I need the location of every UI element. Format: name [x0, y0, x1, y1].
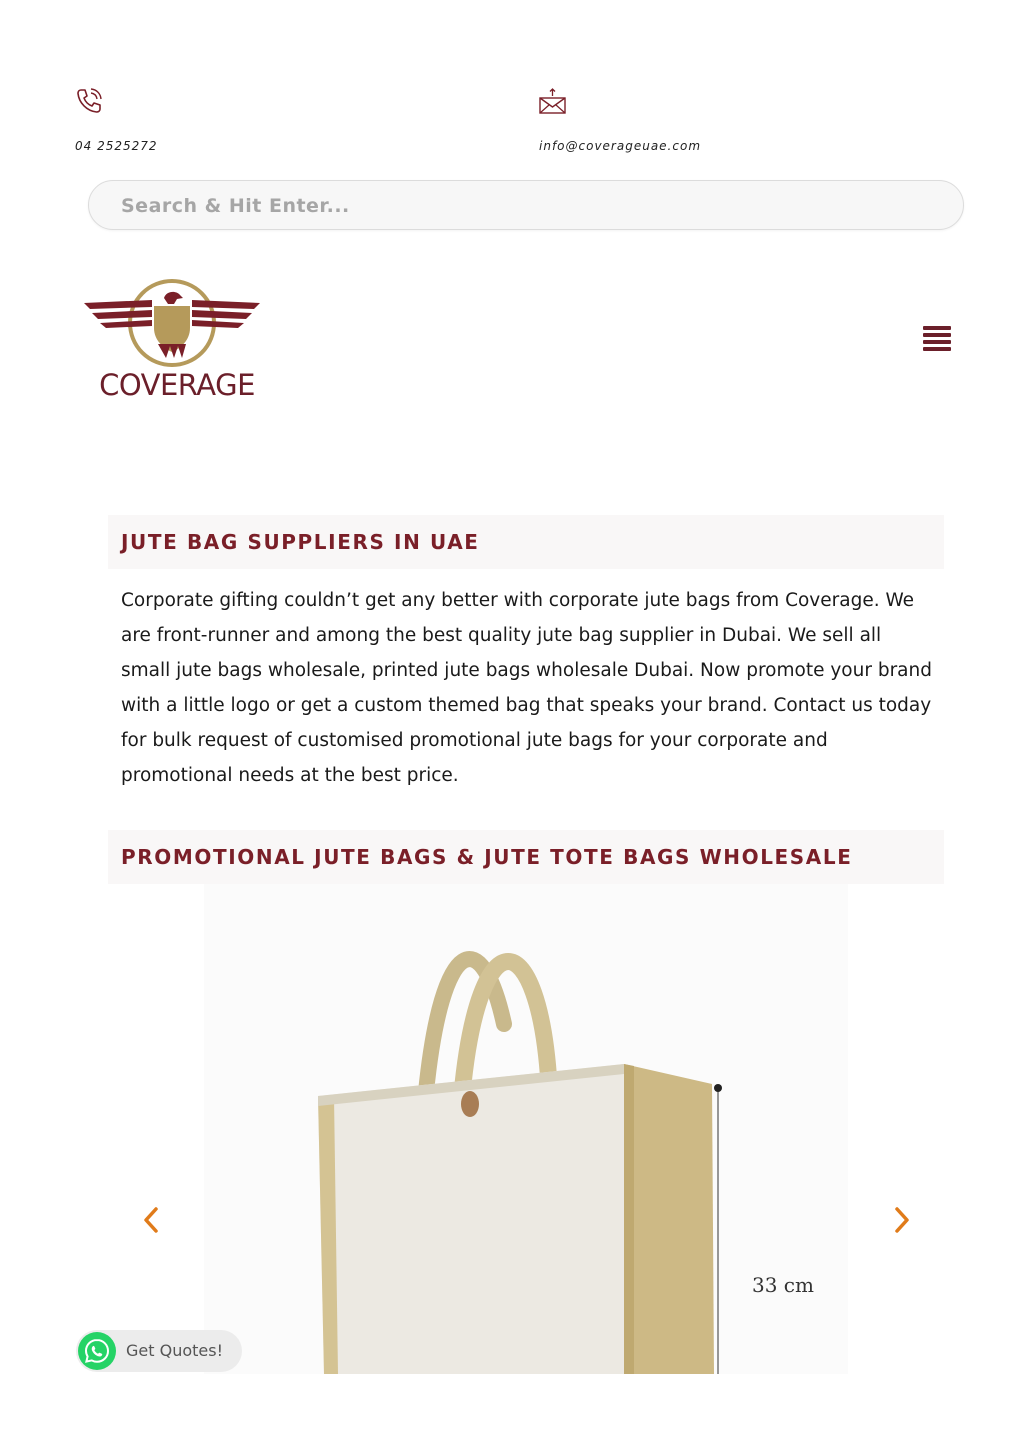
carousel-next-arrow-icon[interactable] — [890, 1205, 914, 1235]
email-address[interactable]: info@coverageuae.com — [539, 139, 702, 153]
whatsapp-quote-button[interactable] — [76, 1330, 242, 1372]
brand-name: COVERAGE — [99, 368, 255, 402]
section-heading-box — [108, 830, 944, 884]
section-heading-box — [108, 515, 944, 569]
menu-line — [923, 347, 951, 351]
contact-email[interactable] — [539, 87, 839, 157]
brand-logo[interactable] — [82, 276, 262, 406]
product-carousel[interactable] — [204, 884, 848, 1374]
search-bar[interactable] — [88, 180, 964, 230]
section-heading: JUTE BAG SUPPLIERS IN UAE — [121, 530, 480, 554]
menu-line — [923, 340, 951, 344]
dimension-label: 33 cm — [752, 1273, 814, 1297]
whatsapp-icon — [78, 1332, 116, 1370]
menu-line — [923, 326, 951, 330]
search-input[interactable] — [119, 181, 923, 231]
phone-icon — [75, 87, 103, 115]
whatsapp-label: Get Quotes! — [126, 1341, 223, 1360]
hamburger-menu-icon[interactable] — [923, 326, 951, 354]
phone-number[interactable]: 04 2525272 — [75, 139, 158, 153]
envelope-icon — [539, 87, 567, 115]
menu-line — [923, 333, 951, 337]
contact-phone[interactable] — [75, 87, 375, 157]
jute-tote-bag-image — [204, 884, 848, 1374]
section-paragraph: Corporate gifting couldn’t get any better with corporate jute bags from Coverage. We are front-runner and among the best quality jute bag supplier in Dubai. We sell all small jute bags wholesale, printed jute bags wholesale Dubai. Now promote your brand with a little logo or get a custom themed bag that speaks your brand. Contact us today for bulk request of customised promotional jute bags for your corporate and promotional needs at the best price. — [121, 590, 932, 786]
section-heading: PROMOTIONAL JUTE BAGS & JUTE TOTE BAGS WHOLESALE — [121, 845, 853, 869]
carousel-prev-arrow-icon[interactable] — [139, 1205, 163, 1235]
eagle-emblem-icon — [82, 276, 262, 371]
